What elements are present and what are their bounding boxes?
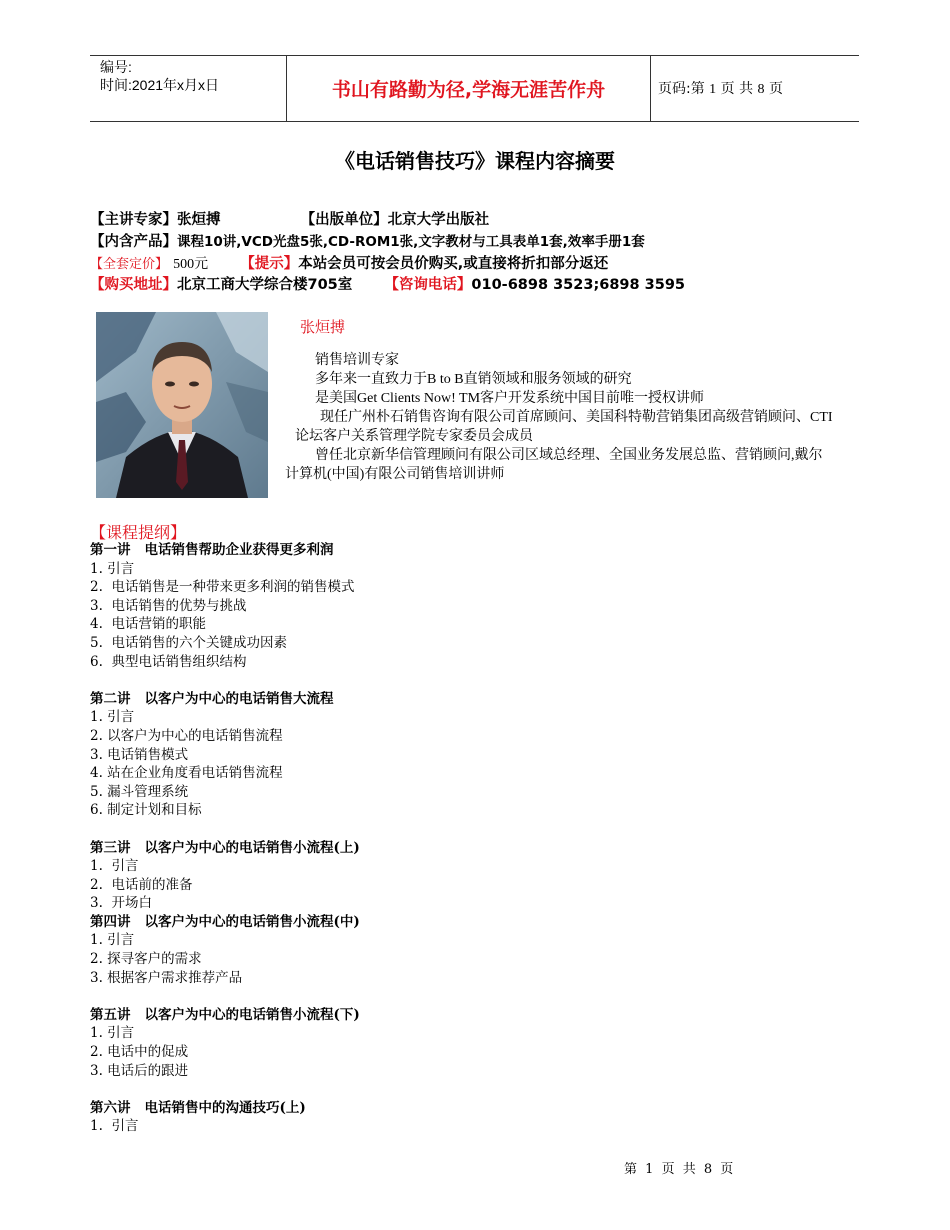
document-title: 《电话销售技巧》课程内容摘要	[335, 149, 615, 173]
lecture-name: 以客户为中心的电话销售小流程(上)	[144, 839, 360, 856]
list-item: 2. 电话销售是一种带来更多利润的销售模式	[90, 579, 355, 596]
bio-name: 张烜搏	[300, 318, 346, 336]
lecture-name: 电话销售中的沟通技巧(上)	[144, 1099, 306, 1116]
footer-suffix: 页	[720, 1162, 734, 1177]
footer-mid: 页 共	[661, 1162, 696, 1177]
bio-line: 现任广州朴石销售咨询有限公司首席顾问、美国科特勒营销集团高级营销顾问、CTI	[320, 410, 833, 425]
contents-label: 【内含产品】	[90, 234, 177, 250]
header-motto: 书山有路勤为径,学海无涯苦作舟	[331, 78, 606, 101]
list-item: 3. 电话后的跟进	[90, 1062, 189, 1079]
speaker-photo	[96, 312, 268, 498]
lecture-number: 第六讲	[90, 1099, 131, 1116]
address-label: 【购买地址】	[90, 277, 177, 293]
list-item: 1. 引言	[90, 1025, 135, 1042]
list-item: 2. 以客户为中心的电话销售流程	[90, 727, 283, 744]
lecture-number: 第五讲	[90, 1006, 131, 1023]
footer-num: 1	[645, 1162, 654, 1177]
time-label: 时间:2021年x月x日	[100, 77, 220, 93]
page-end: 页	[768, 81, 783, 97]
price-value: 500元	[173, 257, 209, 272]
lecture-items	[90, 857, 850, 913]
info-line-address	[90, 273, 685, 294]
list-item: 3. 开场白	[90, 895, 152, 912]
footer-total: 8	[703, 1162, 713, 1177]
lecture-heading	[90, 541, 850, 560]
list-item: 3. 电话销售的优势与挑战	[90, 597, 247, 614]
bio-line: 是美国Get Clients Now! TM客户开发系统中国目前唯一授权讲师	[315, 391, 705, 406]
list-item: 2. 电话中的促成	[90, 1044, 189, 1061]
address-value: 北京工商大学综合楼705室	[177, 277, 353, 293]
list-item: 2. 电话前的准备	[90, 876, 193, 893]
lecture-heading	[90, 1099, 850, 1118]
info-line-contents	[90, 230, 645, 251]
lecture-name: 电话销售帮助企业获得更多利润	[144, 542, 334, 558]
lecture-items	[90, 708, 850, 820]
lecture-heading	[90, 913, 850, 932]
list-item: 5. 漏斗管理系统	[90, 783, 189, 800]
bio-line: 论坛客户关系管理学院专家委员会成员	[295, 429, 533, 444]
lecture-name: 以客户为中心的电话销售小流程(下)	[144, 1006, 360, 1023]
list-item: 6. 制定计划和目标	[90, 802, 202, 819]
list-item: 1. 引言	[90, 709, 135, 726]
lecture-heading	[90, 839, 850, 858]
bio-line: 曾任北京新华信管理顾问有限公司区域总经理、全国业务发展总监、营销顾问,戴尔	[315, 448, 823, 463]
bio-line: 多年来一直致力于B to B直销领域和服务领域的研究	[315, 372, 632, 387]
header-bottom-rule	[90, 121, 859, 122]
phone-value: 010-6898 3523;6898 3595	[471, 277, 686, 293]
course-outline	[90, 541, 850, 1136]
list-item: 6. 典型电话销售组织结构	[90, 653, 247, 670]
lecture-number: 第一讲	[90, 542, 131, 558]
list-item: 4. 电话营销的职能	[90, 616, 206, 633]
page-mid: 页 共	[720, 81, 754, 97]
lecture-items	[90, 1117, 850, 1136]
info-line-price	[90, 252, 608, 273]
speaker-label: 【主讲专家】	[90, 212, 177, 228]
page-total: 8	[757, 82, 765, 97]
lecture-items	[90, 1024, 850, 1080]
lecture-heading	[90, 690, 850, 709]
list-item: 1. 引言	[90, 858, 139, 875]
header-page-indicator	[658, 78, 783, 98]
lecture-items	[90, 931, 850, 987]
page-num: 1	[709, 82, 717, 97]
bio-text	[285, 351, 905, 484]
footer-prefix: 第	[624, 1162, 638, 1177]
list-item: 4. 站在企业角度看电话销售流程	[90, 765, 283, 782]
list-item: 3. 电话销售模式	[90, 746, 189, 763]
page-label: 页码:第	[658, 81, 705, 97]
info-line-speaker	[90, 208, 489, 229]
publisher-value: 北京大学出版社	[387, 212, 490, 228]
list-item: 5. 电话销售的六个关键成功因素	[90, 634, 287, 651]
lecture-heading	[90, 1006, 850, 1025]
list-item: 1. 引言	[90, 1118, 139, 1135]
list-item: 2. 探寻客户的需求	[90, 951, 202, 968]
contents-value: 课程10讲,VCD光盘5张,CD-ROM1张,文字教材与工具表单1套,效率手册1套	[177, 234, 645, 250]
price-label: 【全套定价】	[90, 256, 169, 271]
serial-label: 编号:	[100, 59, 132, 75]
lecture-number: 第二讲	[90, 690, 131, 707]
lecture-number: 第四讲	[90, 913, 131, 930]
list-item: 1. 引言	[90, 932, 135, 949]
phone-label: 【咨询电话】	[384, 277, 472, 293]
list-item: 1. 引言	[90, 560, 135, 577]
list-item: 3. 根据客户需求推荐产品	[90, 969, 243, 986]
header-meta	[100, 58, 219, 94]
speaker-value: 张烜搏	[177, 212, 221, 228]
bio-line: 销售培训专家	[315, 353, 399, 368]
tip-value: 本站会员可按会员价购买,或直接将折扣部分返还	[298, 256, 609, 272]
lecture-items	[90, 560, 850, 672]
page-footer	[624, 1158, 733, 1177]
lecture-number: 第三讲	[90, 839, 131, 856]
header-divider-right	[650, 55, 651, 121]
outline-title: 【课程提纲】	[90, 523, 187, 542]
bio-line: 计算机(中国)有限公司销售培训讲师	[285, 467, 505, 482]
tip-label: 【提示】	[240, 256, 299, 272]
publisher-label: 【出版单位】	[300, 212, 388, 228]
lecture-name: 以客户为中心的电话销售小流程(中)	[144, 913, 360, 930]
lecture-name: 以客户为中心的电话销售大流程	[144, 690, 334, 707]
